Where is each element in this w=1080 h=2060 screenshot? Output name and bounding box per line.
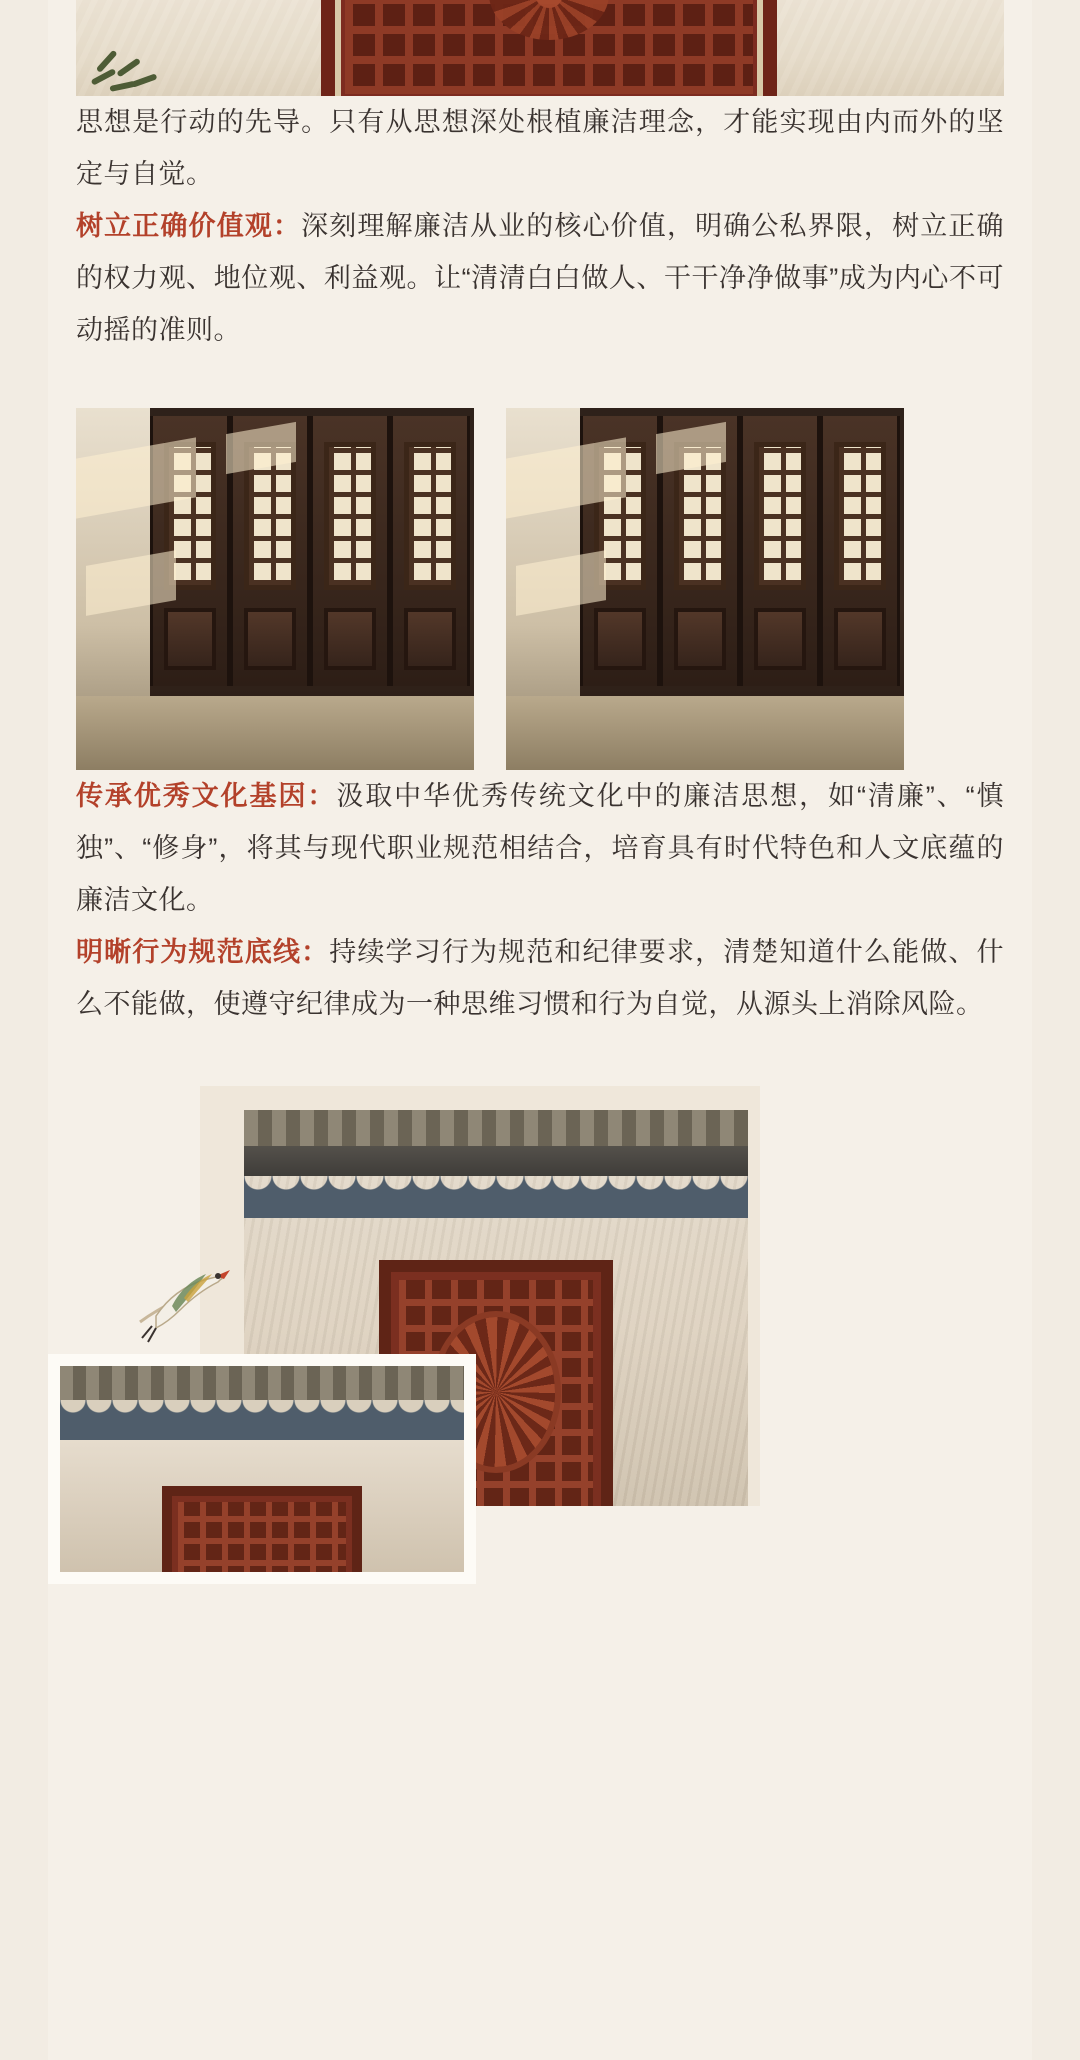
- door-lower-panel: [244, 608, 296, 670]
- inset-window-lattice: [178, 1502, 346, 1572]
- door-scene: [76, 408, 474, 770]
- top-banner-image: [76, 0, 1004, 96]
- door-panel: [820, 416, 900, 686]
- inset-photo-image: [60, 1366, 464, 1572]
- inset-scalloped-border: [60, 1400, 464, 1440]
- paragraph-values-lead: 树立正确价值观：: [76, 211, 302, 241]
- door-panel: [310, 416, 390, 686]
- paragraph-values-text: 深刻理解廉洁从业的核心价值，明确公私界限，树立正确的权力观、地位观、利益观。让“清清白白做人、干干净净做事”成为内心不可动摇的准则。: [76, 211, 1004, 345]
- floor: [76, 696, 474, 770]
- paragraph-culture-lead: 传承优秀文化基因：: [76, 781, 337, 811]
- door-lower-panel: [754, 608, 806, 670]
- left-door-photo: [76, 408, 474, 770]
- paragraph-discipline: [76, 926, 1004, 1030]
- paragraph-discipline-text: 持续学习行为规范和纪律要求，清楚知道什么能做、什么不能做，使遵守纪律成为一种思维习惯和行为自觉，从源头上消除风险。: [76, 937, 1004, 1019]
- door-lower-panel: [164, 608, 216, 670]
- bamboo-plant-icon: [88, 36, 174, 96]
- paragraph-culture-text: 汲取中华优秀传统文化中的廉洁思想，如“清廉”、“慎独”、“修身”，将其与现代职业规范相结合，培育具有时代特色和人文底蕴的廉洁文化。: [76, 781, 1004, 915]
- door-glass: [324, 442, 376, 590]
- article-content-lower: [48, 770, 1032, 1030]
- scalloped-border: [244, 1176, 748, 1218]
- paper-sheet: [48, 0, 1032, 2060]
- paragraph-intro: 思想是行动的先导。只有从思想深处根植廉洁理念，才能实现由内而外的坚定与自觉。: [76, 107, 1004, 189]
- inset-framed-photo: [48, 1354, 476, 1584]
- floor: [506, 696, 904, 770]
- door-glass: [834, 442, 886, 590]
- flying-crane-icon: [126, 1246, 236, 1356]
- inset-carved-window-icon: [162, 1486, 362, 1572]
- bottom-image-composition: [48, 1086, 1032, 1526]
- door-lower-panel: [674, 608, 726, 670]
- paragraph-culture: [76, 770, 1004, 926]
- right-door-photo: [506, 408, 904, 770]
- inset-roof-tiles: [60, 1366, 464, 1400]
- paragraph-discipline-lead: 明晰行为规范底线：: [76, 937, 330, 967]
- door-lower-panel: [324, 608, 376, 670]
- door-lower-panel: [404, 608, 456, 670]
- photo-row: [48, 408, 1032, 770]
- roof-tiles: [244, 1110, 748, 1146]
- paragraph-values: [76, 200, 1004, 356]
- article-content: [48, 96, 1032, 356]
- door-panel: [740, 416, 820, 686]
- door-scene: [506, 408, 904, 770]
- door-lower-panel: [594, 608, 646, 670]
- door-panel: [390, 416, 470, 686]
- door-glass: [404, 442, 456, 590]
- door-lower-panel: [834, 608, 886, 670]
- door-glass: [754, 442, 806, 590]
- red-lattice-window-icon: [321, 0, 777, 96]
